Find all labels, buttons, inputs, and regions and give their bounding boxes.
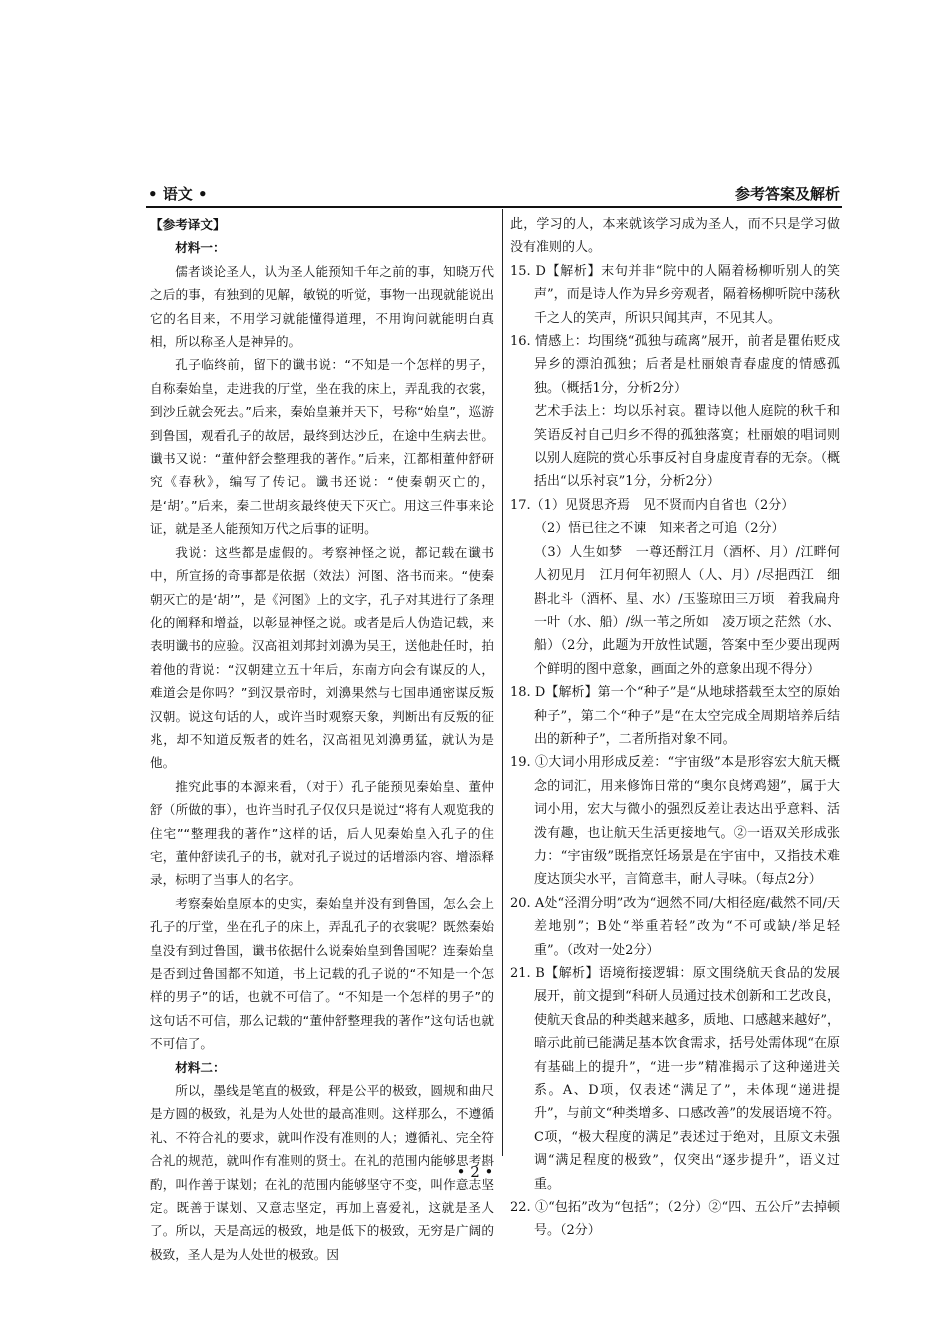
paragraph: 孔子临终前，留下的谶书说：“不知是一个怎样的男子，自称秦始皇，走进我的厅堂，坐在我的床上，弄乱我的衣裳，到沙丘就会死去。”后来，秦始皇兼并天下，号称“始皇”，巡游到鲁国，观看孔子的故居，最终到达沙丘，在途中生病去世。谶书又说：“董仲舒会整理我的著作。”后来，江都相董仲舒研究《春秋》，编写了传记。谶书还说：“使秦朝灭亡的，是‘胡’。”后来，秦二世胡亥最终使天下灭亡。用这三件事来论证，就是圣人能预知万代之后事的证明。 xyxy=(150,357,494,537)
subject-label: • 语文 • xyxy=(148,185,208,203)
column-divider xyxy=(502,209,503,1156)
answer-18: 18. D【解析】第一个“种子”是“从地球搭载至太空的原始种子”，第二个“种子”是“在太空完成全周期培养后结出的新种子”，二者所指对象不同。 xyxy=(510,685,840,747)
page-number: • 2 • xyxy=(456,1163,494,1181)
answer-17-1: 17.（1）见贤思齐焉 见不贤而内自省也（2分） xyxy=(510,497,795,513)
left-column xyxy=(150,213,494,1266)
answer-20: 20. A处“泾渭分明”改为“迥然不同/大相径庭/截然不同/天差地别”；B处“举重若轻”改为“不可或缺/举足轻重”。（改对一处2分） xyxy=(510,895,840,958)
continued-text: 此，学习的人，本来就该学习成为圣人，而不只是学习做没有准则的人。 xyxy=(510,217,840,256)
material1-title: 材料一： xyxy=(175,240,226,256)
paragraph: 考察秦始皇原本的史实，秦始皇并没有到鲁国，怎么会上孔子的厅堂，坐在孔子的床上，弄乱孔子的衣裳呢？既然秦始皇没有到过鲁国，谶书依据什么说秦始皇到鲁国呢？连秦始皇是否到过鲁国都不知道，书上记载的孔子说的“不知是一个怎样的男子”的话，也就不可信了。“不知是一个怎样的男子”的这句话不可信，那么记载的“董仲舒整理我的著作”这句话也就不可信了。 xyxy=(150,895,494,1052)
answer-15: 15. D【解析】末句并非“院中的人隔着杨柳听别人的笑声”，而是诗人作为异乡旁观者，隔着杨柳听院中荡秋千之人的笑声，所识只闻其声，不见其人。 xyxy=(510,263,840,326)
paragraph: 推究此事的本源来看，（对于）孔子能预见秦始皇、董仲舒（所做的事），也许当时孔子仅仅只是说过“将有人观览我的住宅”“整理我的著作”这样的话，后人见秦始皇入孔子的住宅，董仲舒读孔子的书，就对孔子说过的话增添内容、增添释录，标明了当事人的名字。 xyxy=(150,778,494,888)
answer-22: 22. ①“包拓”改为“包括”；（2分）②“四、五公斤”去掉顿号。（2分） xyxy=(510,1200,840,1239)
answer-19: 19. ①大词小用形成反差：“宇宙级”本是形容宏大航天概念的词汇，用来修饰日常的“奥尔良烤鸡翅”，属于大词小用，宏大与微小的强烈反差让表达出乎意料、活泼有趣，也让航天生活更接地气。②一语双关形成张力：“宇宙级”既指烹饪场景是在宇宙中，又指技术难度达顶尖水平，言简意丰，耐人寻味。（每点2分） xyxy=(510,755,840,888)
answer-17-2: （2）悟已往之不谏 知来者之可追（2分） xyxy=(534,521,785,537)
right-column xyxy=(510,213,840,1243)
paragraph: 我说：这些都是虚假的。考察神怪之说，都记载在谶书中，所宣扬的奇事都是依据（效法）河图、洛书而来。“使秦朝灭亡的是‘胡’”，是《河图》上的文字，孔子对其进行了条理化的阐释和增益，以彰显神怪之说。或者是后人伪造记载，来表明谶书的应验。汉高祖刘邦封刘濞为吴王，送他赴任时，拍着他的背说：“汉朝建立五十年后，东南方向会有谋反的人，难道会是你吗？”到汉景帝时，刘濞果然与七国串通密谋反叛汉朝。说这句话的人，或许当时观察天象，判断出有反叛的征兆，却不知道反叛者的姓名，汉高祖见刘濞勇猛，就认为是他。 xyxy=(150,544,494,771)
answer-16-part-a: 16. 情感上：均围绕“孤独与疏离”展开，前者是瞿佑贬戍异乡的漂泊孤独；后者是杜丽娘青春虚度的情感孤独。（概括1分，分析2分） xyxy=(510,334,840,396)
answer-16-part-b: 艺术手法上：均以乐衬哀。瞿诗以他人庭院的秋千和笑语反衬自己归乡不得的孤独落寞；杜丽娘的唱词则以别人庭院的赏心乐事反衬自身虚度青春的无奈。（概括出“以乐衬哀”1分，分析2分） xyxy=(534,404,840,490)
material2-title: 材料二： xyxy=(175,1059,226,1075)
translation-heading: 【参考译文】 xyxy=(150,217,226,232)
header-rule xyxy=(146,206,842,208)
paragraph: 儒者谈论圣人，认为圣人能预知千年之前的事，知晓万代之后的事，有独到的见解，敏锐的听觉，事物一出现就能说出它的名目来，不用学习就能懂得道理，不用询问就能明白真相，所以称圣人是神异的。 xyxy=(150,263,494,350)
section-title: 参考答案及解析 xyxy=(734,185,840,203)
paragraph: 所以，墨线是笔直的极致，秤是公平的极致，圆规和曲尺是方圆的极致，礼是为人处世的最高准则。这样那么，不遵循礼、不符合礼的要求，就叫作没有准则的人；遵循礼、完全符合礼的规范，就叫作有准则的贤士。在礼的范围内能够思考斟酌，叫作善于谋划；在礼的范围内能够坚守不变，叫作意志坚定。既善于谋划、又意志坚定，再加上喜爱礼，这就是圣人了。所以，天是高远的极致，地是低下的极致，无穷是广阔的极致，圣人是为人处世的极致。因 xyxy=(150,1083,494,1262)
page-header xyxy=(148,183,840,207)
answer-21: 21. B【解析】语境衔接逻辑：原文围绕航天食品的发展展开，前文提到“科研人员通过技术创新和工艺改良，使航天食品的种类越来越多，质地、口感越来越好”，暗示此前已能满足基本饮食需求，括号处需体现“在原有基础上的提升”，“进一步”精准揭示了这种递进关系。A、D项，仅表述“满足了”，未体现“递进提升”，与前文“种类增多、口感改善”的发展语境不符。C项，“极大程度的满足”表述过于绝对，且原文未强调“满足程度的极致”，仅突出“逐步提升”，语义过重。 xyxy=(510,966,840,1192)
answer-17-3: （3）人生如梦 一尊还酹江月（酒杯、月）/江畔何人初见月 江月何年初照人（人、月）/尽挹西江 细斟北斗（酒杯、星、水）/玉鉴琼田三万顷 着我扁舟一叶（水、船）/纵一苇之所如 凌万顷之茫然（水、船）（2分，此题为开放性试题，答案中至少要出现两个鲜明的图中意象，画面之外的意象出现不得分） xyxy=(534,544,840,677)
